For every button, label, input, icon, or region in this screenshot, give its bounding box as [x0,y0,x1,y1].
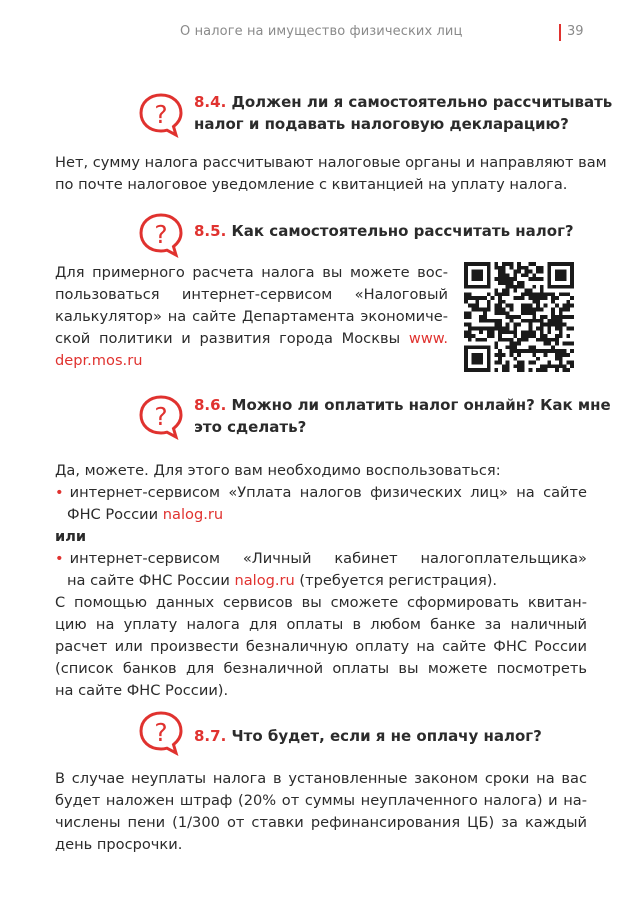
question-bubble-icon [138,710,184,756]
answer-8-4: Нет, сумму налога рассчитывают налоговые органы и направляют вам по почте налоговое уведомление с квитанцией на уплату налога. [55,154,607,193]
link-depr-mos[interactable]: www. [408,330,448,347]
link-depr-mos-cont[interactable]: depr.mos.ru [55,352,143,369]
svg-text:?: ? [154,220,168,249]
question-number: 8.6. [194,396,227,414]
svg-text:?: ? [154,100,168,129]
header-title: О налоге на имущество физических лиц [180,24,463,39]
question-8-5-title: 8.5. Как самостоятельно рассчитать налог? [194,222,574,240]
question-number: 8.7. [194,727,227,745]
question-number: 8.5. [194,222,227,240]
answer-8-7: В случае неуплаты налога в установленные законом сроки на вас будет наложен штраф (20% от суммы неуплаченного налога) и на- числены пени (1/300 от ставки рефинансирования ЦБ) за каждый день просрочки. [55,770,587,853]
qr-code-icon [464,262,574,372]
page-header [0,22,638,46]
question-8-6-title: 8.6. Можно ли оплатить налог онлайн? Как мне это сделать? [194,396,611,436]
question-8-4-title: 8.4. Должен ли я самостоятельно рассчитывать налог и подавать налоговую декларацию? [194,93,613,133]
link-nalog-ru[interactable]: nalog.ru [234,572,295,589]
question-bubble-icon [138,212,184,258]
or-separator: или [55,528,87,545]
bullet-icon: • [55,550,64,567]
list-item: • интернет-сервисом «Уплата налогов физических лиц» на сайте [55,484,587,501]
svg-text:?: ? [154,718,168,747]
link-nalog-ru[interactable]: nalog.ru [162,506,224,523]
question-bubble-icon [138,394,184,440]
list-item: • интернет-сервисом «Личный кабинет налогоплательщика» [55,550,587,567]
answer-8-6: Да, можете. Для этого вам необходимо воспользоваться: • интернет-сервисом «Уплата налогов физических лиц» на сайте ФНС России nalog.ru или • интернет-сервисом «Личный кабинет налогоплательщика» на сайте ФНС России nalog.ru (требуется регистрация). С помощью данных сервисов вы сможете сформировать квитан- цию на уплату налога для оплаты в любом банке за наличный расчет или произвести безналичную оплату на сайте ФНС России (список банков для безналичной оплаты вы можете посмотреть на сайте ФНС России). [55,462,587,699]
page-number: 39 [567,24,584,39]
question-bubble-icon [138,92,184,138]
bullet-icon: • [55,484,64,501]
header-divider [559,24,561,41]
answer-8-5: Для примерного расчета налога вы можете вос- пользоваться интернет-сервисом «Налоговый калькулятор» на сайте Департамента экономиче- ской политики и развития города Москвы www. depr.mos.ru [55,264,448,369]
question-8-7-title: 8.7. Что будет, если я не оплачу налог? [194,727,542,745]
svg-text:?: ? [154,402,168,431]
question-number: 8.4. [194,93,227,111]
